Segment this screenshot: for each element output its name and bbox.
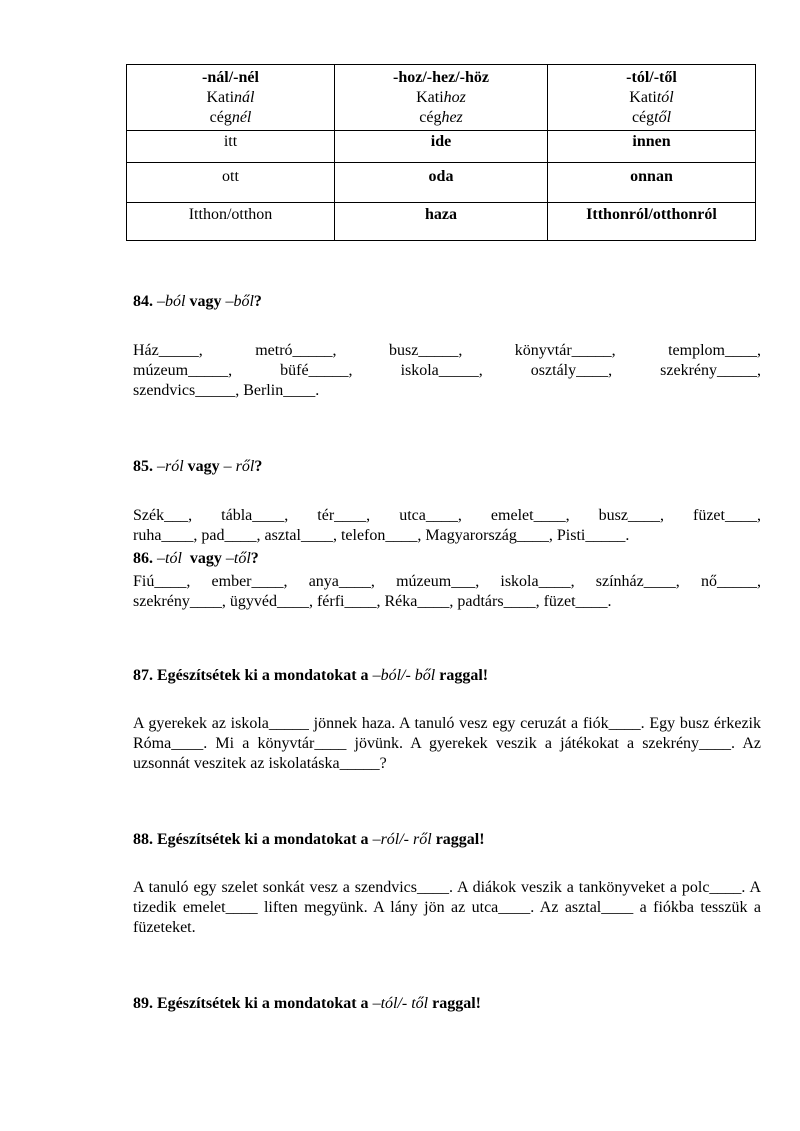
- table-row: [127, 203, 756, 241]
- table-header-cell: [548, 65, 756, 131]
- suffix-label: -tól/-től: [626, 69, 677, 86]
- table-cell: Itthon/otthon: [127, 203, 335, 241]
- exercise-86-heading: 86. –tól vagy –től?: [133, 550, 259, 567]
- table-cell: ott: [127, 163, 335, 203]
- exercise-line: Szék___, tábla____, tér____, utca____, emelet____, busz____, füzet____,: [133, 507, 761, 524]
- table-cell: oda: [335, 163, 548, 203]
- exercise-84-body: [133, 341, 761, 401]
- exercise-line: Ház_____, metró_____, busz_____, könyvtár_____, templom____,: [133, 342, 761, 359]
- table-cell: ide: [335, 131, 548, 163]
- table-cell: haza: [335, 203, 548, 241]
- example-word: céghez: [419, 109, 463, 126]
- example-word: cégnél: [209, 109, 252, 126]
- table-cell: innen: [548, 131, 756, 163]
- example-word: Katinál: [206, 89, 255, 106]
- exercise-85-heading: 85. –ról vagy – ről?: [133, 458, 263, 475]
- table-row: [127, 163, 756, 203]
- table-cell: onnan: [548, 163, 756, 203]
- exercise-line: Fiú____, ember____, anya____, múzeum___, iskola____, színház____, nő_____,: [133, 573, 761, 590]
- exercise-line: szendvics_____, Berlin____.: [133, 382, 320, 399]
- exercise-87-text: A gyerekek az iskola_____ jönnek haza. A tanuló vesz egy ceruzát a fiók____. Egy busz érkezik Róma____. Mi a könyvtár____ jövünk. A gyerekek veszik a játékokat a szekrény____. Az uzsonnát veszitek az iskolatáska_____?: [133, 715, 761, 772]
- exercise-85-body: [133, 506, 761, 546]
- table-cell: itt: [127, 131, 335, 163]
- exercise-88-text: A tanuló egy szelet sonkát vesz a szendvics____. A diákok veszik a tankönyveket a polc____. A tizedik emelet____ liften megyünk. A lány jön az utca____. Az asztal____ a fiókba tesszük a füzeteket.: [133, 879, 761, 936]
- exercise-line: ruha____, pad____, asztal____, telefon____, Magyarország____, Pisti_____.: [133, 527, 630, 544]
- suffix-table: [126, 64, 756, 241]
- exercise-87-heading: 87. Egészítsétek ki a mondatokat a –ból/- ből raggal!: [133, 667, 489, 684]
- example-word: Katihoz: [416, 89, 466, 106]
- example-word: Katitól: [629, 89, 674, 106]
- table-header-cell: [335, 65, 548, 131]
- table-row: [127, 131, 756, 163]
- exercise-84-heading: 84. –ból vagy –ből?: [133, 293, 262, 310]
- exercise-86-body: [133, 572, 761, 612]
- table-cell: Itthonról/otthonról: [548, 203, 756, 241]
- suffix-label: -hoz/-hez/-höz: [393, 69, 489, 86]
- exercise-line: múzeum_____, büfé_____, iskola_____, osztály____, szekrény_____,: [133, 362, 761, 379]
- exercise-89-heading: 89. Egészítsétek ki a mondatokat a –tól/- től raggal!: [133, 995, 481, 1012]
- suffix-label: -nál/-nél: [202, 69, 259, 86]
- table-header-row: [127, 65, 756, 131]
- exercise-88-heading: 88. Egészítsétek ki a mondatokat a –ról/- ről raggal!: [133, 831, 485, 848]
- exercise-line: szekrény____, ügyvéd____, férfi____, Réka____, padtárs____, füzet____.: [133, 593, 612, 610]
- example-word: cégtől: [631, 109, 672, 126]
- table-header-cell: [127, 65, 335, 131]
